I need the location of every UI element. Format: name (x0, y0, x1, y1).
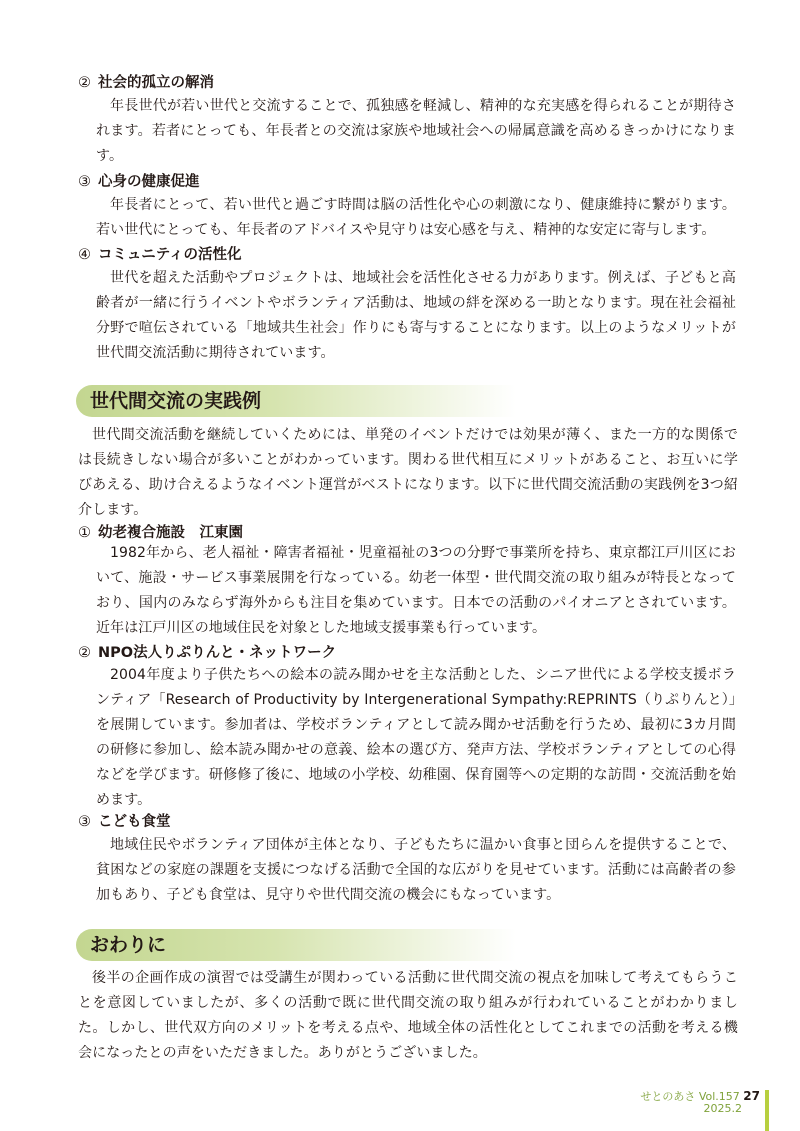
benefit-2-number: ② (78, 75, 91, 91)
example-2-title: NPO法人りぷりんと・ネットワーク (98, 645, 337, 661)
footer-magazine-name: せとのあさ Vol.157 (640, 1090, 740, 1103)
closing-text: 後半の企画作成の演習では受講生が関わっている活動に世代間交流の視点を加味して考えてもらうことを意図していましたが、多くの活動で既に世代間交流の取り組みが行われていることがわかりました。しかし、世代双方向のメリットを考える点や、地域全体の活性化としてこれまでの活動を考える機会になったとの声をいただきました。ありがとうございました。 (78, 970, 738, 1061)
benefit-4-text: 世代を超えた活動やプロジェクトは、地域社会を活性化させる力があります。例えば、子どもと高齢者が一緒に行うイベントやボランティア活動は、地域の絆を深める一助となります。現在社会福祉分野で喧伝されている「地域共生社会」作りにも寄与することになります。以上のようなメリットが世代間交流活動に期待されています。 (96, 270, 736, 361)
example-1-title: 幼老複合施設 江東園 (98, 525, 243, 541)
example-2-text: 2004年度より子供たちへの絵本の読み聞かせを主な活動とした、シニア世代による学校支援ボランティア「Research of Productivity by Intergenerational Sympathy:REPRINTS（りぷりんと）」を展開しています。参加者は、学校ボランティアとして読み聞かせ活動を行うため、最初に3カ月間の研修に参加し、絵本読み聞かせの意義、絵本の選び方、発声方法、学校ボランティアとしての心得などを学びます。研修修了後に、地域の小学校、幼稚園、保育園等への定期的な訪問・交流活動を始めます。 (96, 667, 736, 808)
practice-section-header (76, 385, 516, 417)
example-1-number: ① (78, 525, 91, 541)
practice-section-title: 世代間交流の実践例 (90, 390, 262, 412)
footer-accent-bar (765, 1090, 769, 1131)
page-number: 27 (743, 1089, 760, 1103)
benefit-2-heading (78, 73, 214, 93)
benefit-4-title: コミュニティの活性化 (98, 247, 242, 263)
example-3-heading (78, 812, 171, 832)
benefit-2-title: 社会的孤立の解消 (98, 75, 214, 91)
example-1-text: 1982年から、老人福祉・障害者福祉・児童福祉の3つの分野で事業所を持ち、東京都江戸川区において、施設・サービス事業展開を行なっている。幼老一体型・世代間交流の取り組みが特長となっており、国内のみならず海外からも注目を集めています。日本での活動のパイオニアとされています。近年は江戸川区の地域住民を対象とした地域支援事業も行っています。 (96, 545, 736, 636)
example-3-number: ③ (78, 814, 91, 830)
practice-intro-text: 世代間交流活動を継続していくためには、単発のイベントだけでは効果が薄く、また一方的な関係では長続きしない場合が多いことがわかっています。関わる世代相互にメリットがあること、お互いに学びあえる、助け合えるようなイベント運営がベストになります。以下に世代間交流活動の実践例を3つ紹介します。 (78, 427, 738, 518)
footer-date: 2025.2 (703, 1102, 742, 1115)
example-2-heading (78, 643, 336, 663)
example-2-number: ② (78, 645, 91, 661)
benefit-3-title: 心身の健康促進 (98, 174, 200, 190)
example-3-title: こども食堂 (98, 814, 171, 830)
benefit-3-number: ③ (78, 174, 91, 190)
example-1-heading (78, 523, 243, 543)
benefit-4-heading (78, 245, 242, 265)
benefit-3-heading (78, 172, 200, 192)
page-footer (640, 1090, 760, 1115)
closing-section-header (76, 929, 516, 961)
benefit-3-text: 年長者にとって、若い世代と過ごす時間は脳の活性化や心の刺激になり、健康維持に繋がります。若い世代にとっても、年長者のアドバイスや見守りは安心感を与え、精神的な安定に寄与します。 (96, 197, 736, 238)
closing-section-title: おわりに (90, 934, 167, 956)
benefit-4-number: ④ (78, 247, 91, 263)
benefit-2-text: 年長世代が若い世代と交流することで、孤独感を軽減し、精神的な充実感を得られることが期待されます。若者にとっても、年長者との交流は家族や地域社会への帰属意識を高めるきっかけになります。 (96, 98, 736, 164)
example-3-text: 地域住民やボランティア団体が主体となり、子どもたちに温かい食事と団らんを提供することで、貧困などの家庭の課題を支援につなげる活動で全国的な広がりを見せています。活動には高齢者の参加もあり、子ども食堂は、見守りや世代間交流の機会にもなっています。 (96, 837, 736, 903)
footer-magazine-line (640, 1090, 760, 1103)
